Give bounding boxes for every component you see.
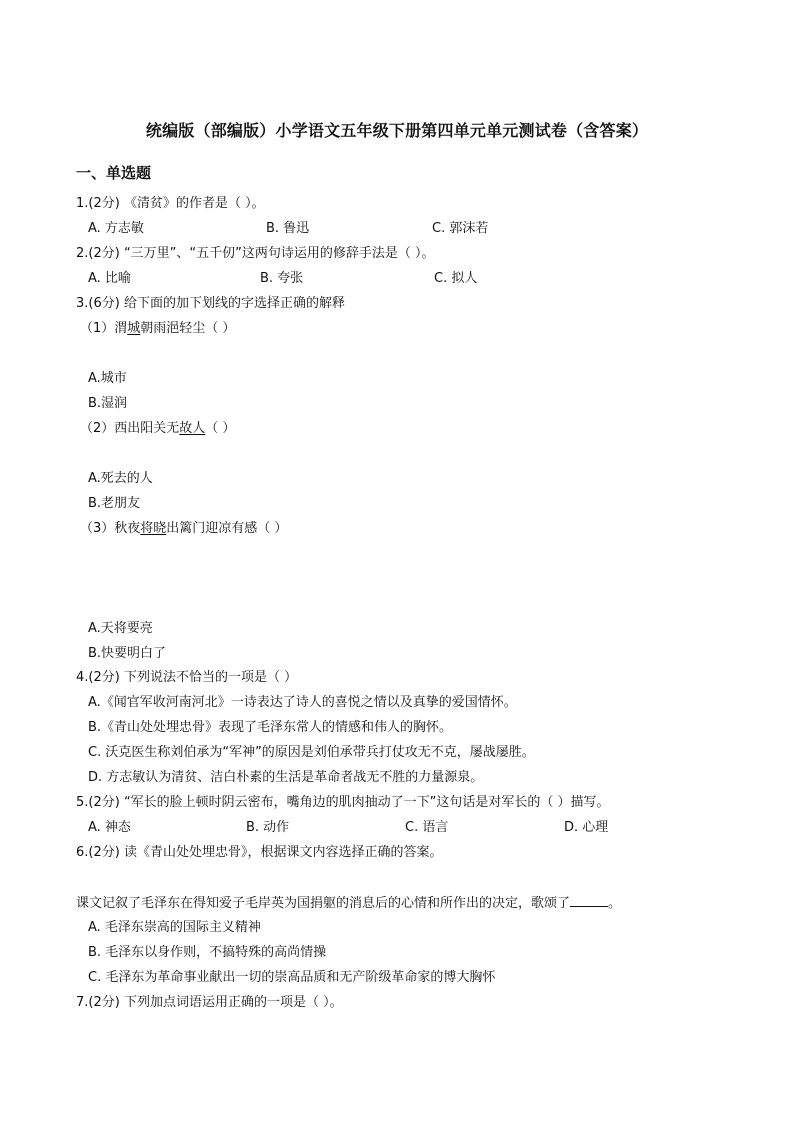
q5-option-c: C. 语言 bbox=[405, 820, 449, 835]
question-7-stem: 7.(2分) 下列加点词语运用正确的一项是（ ）。 bbox=[76, 995, 343, 1010]
q5-option-b: B. 动作 bbox=[246, 820, 290, 835]
q6-passage-text: 课文记叙了毛泽东在得知爱子毛岸英为国捐躯的消息后的心情和所作出的决定，歌颂了 bbox=[76, 896, 571, 911]
exam-title: 统编版（部编版）小学语文五年级下册第四单元单元测试卷（含答案） bbox=[145, 121, 649, 140]
q3-sub-2-pre: （2）西出阳关无 bbox=[80, 421, 180, 436]
q4-option-d: D. 方志敏认为清贫、洁白朴素的生活是革命者战无不胜的力量源泉。 bbox=[88, 770, 484, 785]
q6-passage-end: 。 bbox=[608, 896, 622, 911]
q3-sub-1-option-a: A.城市 bbox=[88, 371, 127, 386]
q3-sub-3-post: 出篱门迎凉有感（ ） bbox=[166, 521, 288, 536]
question-3-stem: 3.(6分) 给下面的加下划线的字选择正确的解释 bbox=[76, 296, 345, 311]
q3-sub-1-underlined: 城 bbox=[127, 321, 141, 336]
question-2-stem: 2.(2分) “三万里”、“五千仞”这两句诗运用的修辞手法是（ ）。 bbox=[76, 246, 435, 261]
q6-option-a: A. 毛泽东崇高的国际主义精神 bbox=[88, 920, 261, 935]
q3-sub-2 bbox=[80, 421, 235, 437]
question-4-stem: 4.(2分) 下列说法不恰当的一项是（ ） bbox=[76, 670, 298, 685]
q6-option-c: C. 毛泽东为革命事业献出一切的崇高品质和无产阶级革命家的博大胸怀 bbox=[88, 970, 496, 985]
q3-sub-3-option-a: A.天将要亮 bbox=[88, 621, 153, 636]
q2-option-b: B. 夸张 bbox=[260, 271, 304, 286]
q3-sub-2-underlined: 故人 bbox=[179, 421, 206, 436]
q3-sub-1-post: 朝雨浥轻尘（ ） bbox=[140, 321, 236, 336]
q3-sub-2-option-b: B.老朋友 bbox=[88, 496, 141, 511]
q1-option-c: C. 郭沫若 bbox=[432, 221, 489, 236]
answer-blank bbox=[570, 895, 608, 907]
question-1-stem: 1.(2分) 《清贫》的作者是（ ）。 bbox=[76, 196, 265, 211]
q6-passage bbox=[76, 895, 621, 912]
q4-option-c: C. 沃克医生称刘伯承为“军神”的原因是刘伯承带兵打仗攻无不克，屡战屡胜。 bbox=[88, 745, 535, 760]
q3-sub-3-underlined: 将晓 bbox=[140, 521, 167, 536]
q3-sub-3-pre: （3）秋夜 bbox=[80, 521, 141, 536]
q3-sub-3 bbox=[80, 521, 287, 537]
q3-sub-3-option-b: B.快要明白了 bbox=[88, 646, 167, 661]
q6-option-b: B. 毛泽东以身作则，不搞特殊的高尚情操 bbox=[88, 945, 327, 960]
q3-sub-2-option-a: A.死去的人 bbox=[88, 471, 153, 486]
q5-option-d: D. 心理 bbox=[564, 820, 609, 835]
q4-option-b: B.《青山处处埋忠骨》表现了毛泽东常人的情感和伟人的胸怀。 bbox=[88, 720, 453, 735]
q3-sub-1-option-b: B.湿润 bbox=[88, 396, 128, 411]
q5-option-a: A. 神态 bbox=[88, 820, 131, 835]
section-heading: 一、单选题 bbox=[76, 164, 152, 182]
q4-option-a: A.《闻官军收河南河北》一诗表达了诗人的喜悦之情以及真挚的爱国情怀。 bbox=[88, 695, 517, 710]
question-5-stem: 5.(2分) “军长的脸上顿时阴云密布，嘴角边的肌肉抽动了一下”这句话是对军长的（ ）描写。 bbox=[76, 795, 610, 810]
q2-option-c: C. 拟人 bbox=[434, 271, 478, 286]
q3-sub-2-post: （ ） bbox=[205, 421, 236, 436]
q3-sub-1 bbox=[80, 321, 235, 337]
q1-option-b: B. 鲁迅 bbox=[266, 221, 310, 236]
q3-sub-1-pre: （1）渭 bbox=[80, 321, 128, 336]
q1-option-a: A. 方志敏 bbox=[88, 221, 144, 236]
question-6-stem: 6.(2分) 读《青山处处埋忠骨》，根据课文内容选择正确的答案。 bbox=[76, 845, 443, 860]
q2-option-a: A. 比喻 bbox=[88, 271, 131, 286]
